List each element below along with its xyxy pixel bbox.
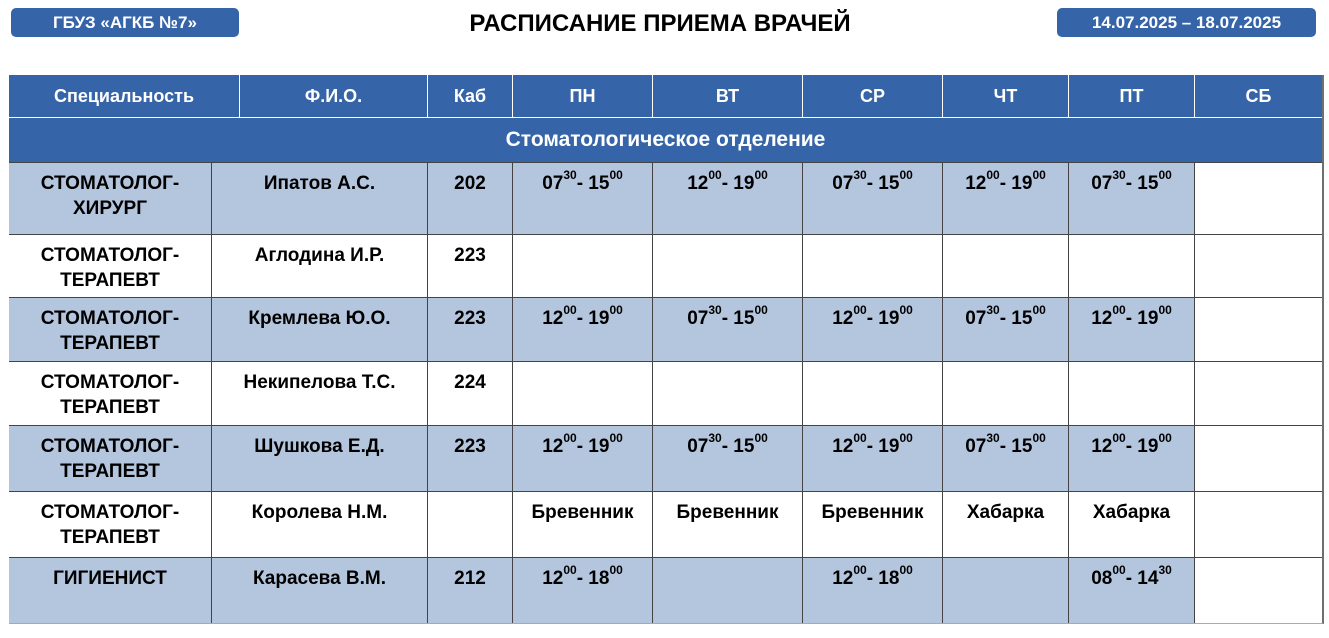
room-cell: 223 [428,426,513,491]
doctor-name-cell: Аглодина И.Р. [212,235,428,297]
start-minutes: 00 [853,303,867,317]
schedule-cell-tue [653,426,803,491]
end-minutes: 00 [1158,168,1172,182]
location-text: Бревенник [821,502,924,523]
time-range: $07^{30}-$ $15^{00}$ [832,168,913,194]
start-minutes: 00 [708,168,722,182]
specialty-cell: ГИГИЕНИСТ [9,558,212,623]
location-text: Хабарка [1092,502,1171,523]
start-hour: 12 [542,568,564,589]
end-hour: 15 [1011,436,1033,457]
start-hour: 07 [965,436,987,457]
start-hour: 12 [542,308,564,329]
schedule-cell-thu [943,298,1069,361]
start-minutes: 30 [853,168,867,182]
table-header [9,75,1322,117]
start-minutes: 30 [708,303,722,317]
end-minutes: 00 [754,168,768,182]
time-range: $08^{00}-$ $14^{30}$ [1091,563,1172,589]
start-hour: 07 [542,173,564,194]
start-hour: 12 [832,308,854,329]
end-minutes: 00 [1158,303,1172,317]
section-title: Стоматологическое отделение [9,117,1322,162]
start-hour: 12 [542,436,564,457]
end-hour: 19 [878,308,900,329]
start-minutes: 00 [563,563,577,577]
start-minutes: 00 [853,563,867,577]
schedule-cell-tue [653,298,803,361]
schedule-cell-fri [1069,298,1195,361]
end-hour: 15 [733,308,755,329]
doctor-name-cell: Ипатов А.С. [212,163,428,234]
schedule-cell-fri [1069,492,1195,557]
end-minutes: 00 [899,303,913,317]
start-hour: 08 [1091,568,1113,589]
time-range: $12^{00}-$ $19^{00}$ [832,431,913,457]
schedule-cell-mon [513,298,653,361]
schedule-cell-thu [943,492,1069,557]
schedule-cell-fri [1069,558,1195,623]
time-range: $07^{30}-$ $15^{00}$ [965,303,1046,329]
start-hour: 12 [965,173,987,194]
schedule-cell-sat [1195,362,1322,425]
table-row [9,557,1322,623]
start-hour: 12 [832,436,854,457]
table-row [9,297,1322,361]
time-range: $12^{00}-$ $19^{00}$ [965,168,1046,194]
end-hour: 19 [878,436,900,457]
end-minutes: 00 [609,168,623,182]
specialty-cell: СТОМАТОЛОГ-ТЕРАПЕВТ [9,492,212,557]
table-body [9,162,1322,623]
end-minutes: 00 [899,563,913,577]
schedule-cell-wed [803,492,943,557]
end-minutes: 00 [609,431,623,445]
start-hour: 07 [687,436,709,457]
time-range: $12^{00}-$ $19^{00}$ [542,431,623,457]
time-range: $12^{00}-$ $18^{00}$ [832,563,913,589]
doctor-name-cell: Королева Н.М. [212,492,428,557]
schedule-cell-wed [803,163,943,234]
schedule-cell-thu [943,558,1069,623]
end-hour: 14 [1137,568,1159,589]
specialty-cell: СТОМАТОЛОГ-ТЕРАПЕВТ [9,235,212,297]
schedule-cell-sat [1195,298,1322,361]
end-minutes: 00 [899,431,913,445]
start-minutes: 30 [986,303,1000,317]
schedule-cell-wed [803,426,943,491]
period-badge: 14.07.2025 – 18.07.2025 [1057,8,1316,37]
start-minutes: 00 [563,303,577,317]
schedule-cell-mon [513,492,653,557]
room-cell: 202 [428,163,513,234]
end-hour: 18 [588,568,610,589]
time-range: $07^{30}-$ $15^{00}$ [687,303,768,329]
start-minutes: 00 [1112,303,1126,317]
column-header-tue: ВТ [653,75,803,117]
schedule-table [9,75,1324,624]
schedule-cell-thu [943,235,1069,297]
end-hour: 19 [1011,173,1033,194]
end-minutes: 00 [1032,168,1046,182]
schedule-cell-fri [1069,362,1195,425]
room-cell: 224 [428,362,513,425]
end-hour: 15 [1137,173,1159,194]
schedule-cell-mon [513,426,653,491]
time-range: $07^{30}-$ $15^{00}$ [965,431,1046,457]
start-minutes: 00 [1112,563,1126,577]
time-range: $12^{00}-$ $19^{00}$ [542,303,623,329]
start-minutes: 00 [1112,431,1126,445]
time-range: $12^{00}-$ $18^{00}$ [542,563,623,589]
schedule-cell-sat [1195,163,1322,234]
location-text: Бревенник [676,502,779,523]
schedule-cell-fri [1069,235,1195,297]
doctor-name-cell: Некипелова Т.С. [212,362,428,425]
end-hour: 19 [1137,436,1159,457]
doctor-name-cell: Карасева В.М. [212,558,428,623]
schedule-cell-wed [803,362,943,425]
time-range: $12^{00}-$ $19^{00}$ [1091,431,1172,457]
schedule-cell-tue [653,558,803,623]
table-row [9,361,1322,425]
schedule-cell-sat [1195,492,1322,557]
end-minutes: 30 [1158,563,1172,577]
schedule-cell-sat [1195,558,1322,623]
time-range: $07^{30}-$ $15^{00}$ [542,168,623,194]
start-hour: 12 [1091,308,1113,329]
column-header-fri: ПТ [1069,75,1195,117]
schedule-cell-mon [513,558,653,623]
end-hour: 15 [588,173,610,194]
column-header-room: Каб [428,75,513,117]
column-header-sat: СБ [1245,85,1272,106]
schedule-cell-fri [1069,163,1195,234]
schedule-cell-wed [803,235,943,297]
time-range: $07^{30}-$ $15^{00}$ [1091,168,1172,194]
start-hour: 07 [965,308,987,329]
end-hour: 19 [588,308,610,329]
schedule-cell-mon [513,235,653,297]
table-row [9,491,1322,557]
start-minutes: 00 [563,431,577,445]
end-hour: 15 [733,436,755,457]
end-minutes: 00 [754,431,768,445]
start-hour: 07 [1091,173,1113,194]
end-hour: 15 [878,173,900,194]
room-cell: 223 [428,235,513,297]
schedule-cell-sat [1195,235,1322,297]
schedule-cell-mon [513,362,653,425]
end-minutes: 00 [609,563,623,577]
start-minutes: 30 [708,431,722,445]
start-minutes: 30 [1112,168,1126,182]
start-hour: 12 [1091,436,1113,457]
column-header-fio: Ф.И.О. [240,75,428,117]
specialty-cell: СТОМАТОЛОГ-ТЕРАПЕВТ [9,298,212,361]
location-text: Хабарка [966,502,1045,523]
room-cell: 223 [428,298,513,361]
schedule-cell-thu [943,426,1069,491]
room-cell [428,492,513,557]
schedule-cell-wed [803,298,943,361]
end-hour: 15 [1011,308,1033,329]
column-header-thu: ЧТ [943,75,1069,117]
schedule-cell-wed [803,558,943,623]
table-row [9,234,1322,297]
table-row [9,162,1322,234]
schedule-cell-sat [1195,426,1322,491]
doctor-name-cell: Шушкова Е.Д. [212,426,428,491]
end-minutes: 00 [1158,431,1172,445]
schedule-cell-tue [653,163,803,234]
table-row [9,425,1322,491]
column-header-mon: ПН [513,75,653,117]
schedule-cell-tue [653,362,803,425]
start-hour: 12 [832,568,854,589]
end-minutes: 00 [609,303,623,317]
time-range: $12^{00}-$ $19^{00}$ [832,303,913,329]
room-cell: 212 [428,558,513,623]
schedule-cell-mon [513,163,653,234]
doctor-name-cell: Кремлева Ю.О. [212,298,428,361]
start-minutes: 30 [986,431,1000,445]
schedule-cell-fri [1069,426,1195,491]
schedule-cell-thu [943,163,1069,234]
end-minutes: 00 [1032,303,1046,317]
time-range: $12^{00}-$ $19^{00}$ [1091,303,1172,329]
start-hour: 07 [832,173,854,194]
time-range: $12^{00}-$ $19^{00}$ [687,168,768,194]
org-badge: ГБУЗ «АГКБ №7» [11,8,239,37]
start-minutes: 00 [853,431,867,445]
end-hour: 19 [733,173,755,194]
schedule-cell-tue [653,492,803,557]
time-range: $07^{30}-$ $15^{00}$ [687,431,768,457]
specialty-cell: СТОМАТОЛОГ-ТЕРАПЕВТ [9,362,212,425]
start-minutes: 30 [563,168,577,182]
schedule-cell-thu [943,362,1069,425]
specialty-cell: СТОМАТОЛОГ-ТЕРАПЕВТ [9,426,212,491]
location-text: Бревенник [531,502,634,523]
start-hour: 12 [687,173,709,194]
end-hour: 19 [588,436,610,457]
end-minutes: 00 [1032,431,1046,445]
end-minutes: 00 [754,303,768,317]
page-title: РАСПИСАНИЕ ПРИЕМА ВРАЧЕЙ [469,10,851,37]
end-hour: 19 [1137,308,1159,329]
column-header-wed: СР [803,75,943,117]
start-minutes: 00 [986,168,1000,182]
start-hour: 07 [687,308,709,329]
schedule-cell-tue [653,235,803,297]
column-header-specialty: Специальность [9,75,240,117]
specialty-cell: СТОМАТОЛОГ-ХИРУРГ [9,163,212,234]
end-hour: 18 [878,568,900,589]
end-minutes: 00 [899,168,913,182]
